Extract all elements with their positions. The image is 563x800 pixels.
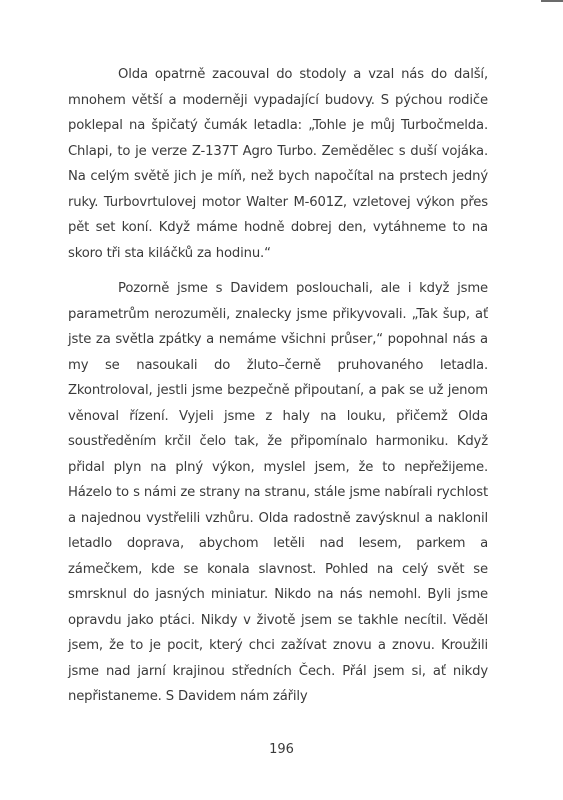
page-number: 196 (269, 742, 294, 757)
body-text (68, 62, 488, 710)
paragraph-2: Pozorně jsme s Davidem poslouchali, ale i když jsme parametrům nerozuměli, znalecky jsme přikyvovali. „Tak šup, ať jste za světla zpátky a nemáme všichni průser,“ popohnal nás a my se nasoukali do žluto–černě pruhovaného letadla. Zkontroloval, jestli jsme bezpečně připoutaní, a pak se už jenom věnoval řízení. Vyjeli jsme z haly na louku, přičemž Olda soustředěním krčil čelo tak, že připomínalo harmoniku. Když přidal plyn na plný výkon, myslel jsem, že to nepřežijeme. Házelo to s námi ze strany na stranu, stále jsme nabírali rychlost a najednou vystřelili vzhůru. Olda radostně zavýsknul a naklonil letadlo doprava, abychom letěli nad lesem, parkem a zámečkem, kde se konala slavnost. Pohled na celý svět se smrsknul do jasných miniatur. Nikdo na nás nemohl. Byli jsme opravdu jako ptáci. Nikdy v životě jsem se takhle necítil. Věděl jsem, že to je pocit, který chci zažívat znovu a znovu. Kroužili jsme nad jarní krajinou středních Čech. Přál jsem si, ať nikdy nepřistaneme. S Davidem nám zářily (68, 281, 488, 704)
page-edge-mark (541, 0, 563, 2)
paragraph-1: Olda opatrně zacouval do stodoly a vzal nás do další, mnohem větší a moderněji vypadající budovy. S pýchou rodiče poklepal na špičatý čumák letadla: „Tohle je můj Turbočmelda. Chlapi, to je verze Z-137T Agro Turbo. Zemědělec s duší vojáka. Na celým světě jich je míň, než bych napočítal na prstech jedný ruky. Turbovrtulovej motor Walter M-601Z, vzletovej výkon přes pět set koní. Když máme hodně dobrej den, vytáhneme to na skoro tři sta kiláčků za hodinu.“ (68, 67, 488, 261)
